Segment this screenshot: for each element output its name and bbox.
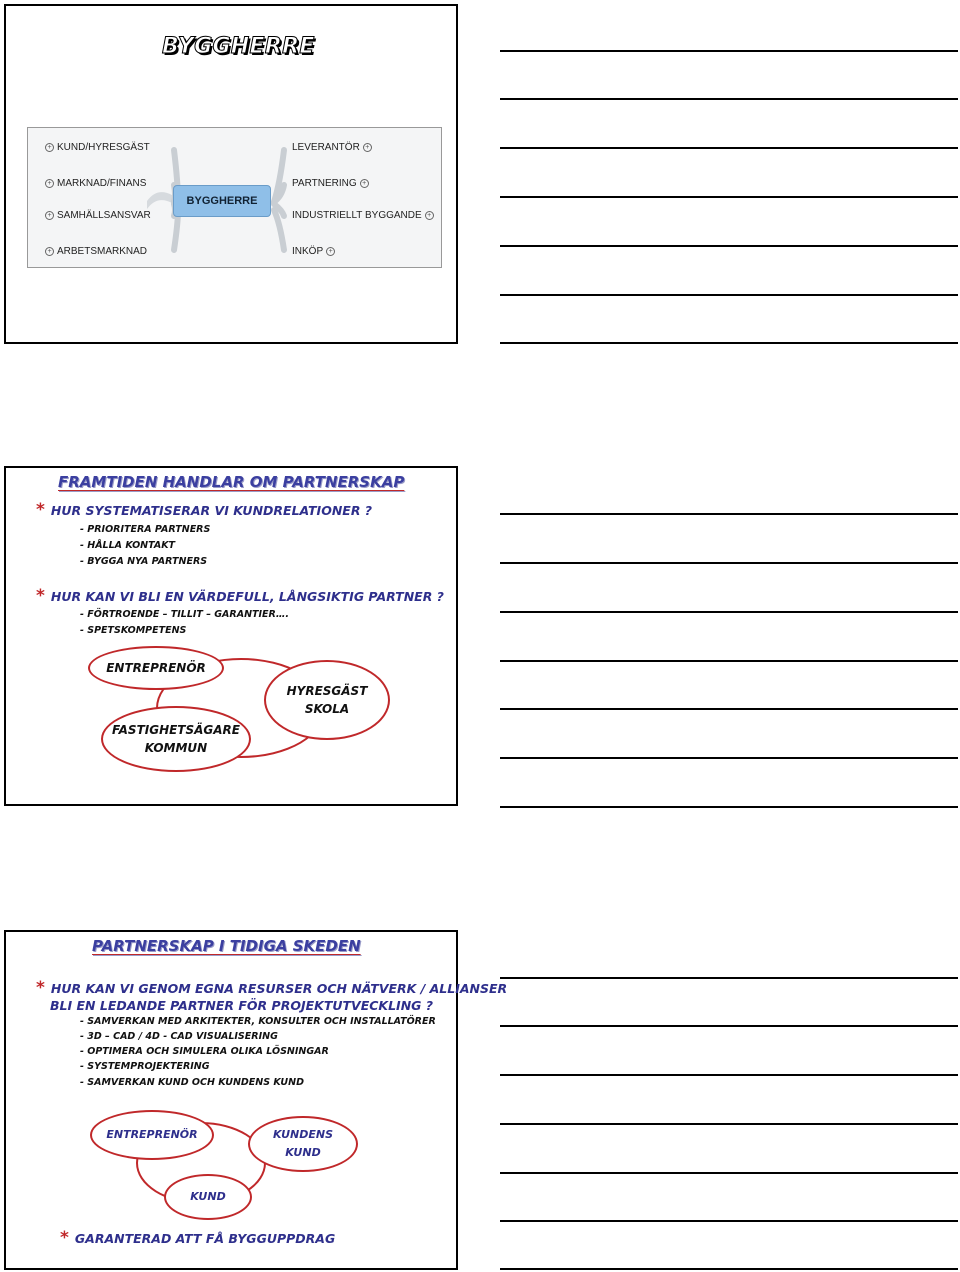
notes-line xyxy=(500,196,958,198)
item-2: - 3D – CAD / 4D - CAD VISUALISERING xyxy=(80,1031,278,1042)
ellipse-entreprenor: ENTREPRENÖR xyxy=(90,1110,214,1160)
mindmap-node-left-2: + MARKNAD/FINANS xyxy=(42,178,146,189)
question: * HUR KAN VI GENOM EGNA RESURSER OCH NÄTVERK / ALLIANSER xyxy=(36,978,508,998)
slide-3 xyxy=(4,930,508,1270)
notes-line xyxy=(500,1220,958,1222)
mindmap-node-left-4: + ARBETSMARKNAD xyxy=(42,246,147,257)
notes-line xyxy=(500,1268,958,1270)
slide-2-title: FRAMTIDEN HANDLAR OM PARTNERSKAP xyxy=(58,473,405,491)
ellipse-fastighetsagare: FASTIGHETSÄGARE KOMMUN xyxy=(101,706,251,772)
expand-icon: + xyxy=(45,179,54,188)
item-4: - SYSTEMPROJEKTERING xyxy=(80,1061,210,1072)
mindmap-node-left-3: + SAMHÄLLSANSVAR xyxy=(42,210,151,221)
slide-3-title: PARTNERSKAP I TIDIGA SKEDEN xyxy=(92,937,361,955)
expand-icon: + xyxy=(45,143,54,152)
asterisk-icon: * xyxy=(36,586,45,606)
notes-line xyxy=(500,611,958,613)
question-2: * HUR KAN VI BLI EN VÄRDEFULL, LÅNGSIKTIG PARTNER ? xyxy=(36,586,444,606)
expand-icon: + xyxy=(363,143,372,152)
q1-item-3: - BYGGA NYA PARTNERS xyxy=(80,556,208,567)
asterisk-icon: * xyxy=(60,1228,69,1248)
notes-line xyxy=(500,562,958,564)
notes-line xyxy=(500,98,958,100)
notes-line xyxy=(500,660,958,662)
expand-icon: + xyxy=(45,247,54,256)
notes-line xyxy=(500,147,958,149)
mindmap-node-left-1: + KUND/HYRESGÄST xyxy=(42,142,150,153)
footer-statement: * GARANTERAD ATT FÅ BYGGUPPDRAG xyxy=(60,1228,336,1248)
expand-icon: + xyxy=(360,179,369,188)
notes-line xyxy=(500,513,958,515)
mindmap-center-node: BYGGHERRE xyxy=(173,185,271,217)
notes-line xyxy=(500,342,958,344)
notes-line xyxy=(500,1074,958,1076)
slide-1-title: BYGGHERRE xyxy=(162,34,315,59)
q1-item-2: - HÅLLA KONTAKT xyxy=(80,540,176,551)
question-line-2: BLI EN LEDANDE PARTNER FÖR PROJEKTUTVECKLING ? xyxy=(50,998,434,1013)
ellipse-kund: KUND xyxy=(164,1174,252,1220)
notes-line xyxy=(500,245,958,247)
mindmap-node-right-2: PARTNERING + xyxy=(292,178,372,189)
q1-item-1: - PRIORITERA PARTNERS xyxy=(80,524,211,535)
expand-icon: + xyxy=(45,211,54,220)
asterisk-icon: * xyxy=(36,978,45,998)
slide-2 xyxy=(4,466,458,806)
mindmap-image xyxy=(27,127,442,268)
ellipse-entreprenor: ENTREPRENÖR xyxy=(88,646,224,690)
notes-line xyxy=(500,1172,958,1174)
notes-line xyxy=(500,294,958,296)
mindmap-node-right-3: INDUSTRIELLT BYGGANDE + xyxy=(292,210,437,221)
notes-line xyxy=(500,1025,958,1027)
notes-line xyxy=(500,708,958,710)
question-1: * HUR SYSTEMATISERAR VI KUNDRELATIONER ? xyxy=(36,500,373,520)
mindmap-node-right-1: LEVERANTÖR + xyxy=(292,142,375,153)
slide-1 xyxy=(4,4,458,344)
expand-icon: + xyxy=(425,211,434,220)
ellipse-kundens-kund: KUNDENS KUND xyxy=(248,1116,358,1172)
notes-line xyxy=(500,977,958,979)
notes-line xyxy=(500,806,958,808)
mindmap-node-right-4: INKÖP + xyxy=(292,246,338,257)
notes-line xyxy=(500,50,958,52)
ellipse-hyresgast: HYRESGÄST SKOLA xyxy=(264,660,390,740)
q2-item-1: - FÖRTROENDE – TILLIT – GARANTIER…. xyxy=(80,609,289,620)
item-1: - SAMVERKAN MED ARKITEKTER, KONSULTER OCH INSTALLATÖRER xyxy=(80,1016,436,1027)
q2-item-2: - SPETSKOMPETENS xyxy=(80,625,187,636)
item-3: - OPTIMERA OCH SIMULERA OLIKA LÖSNINGAR xyxy=(80,1046,329,1057)
notes-line xyxy=(500,1123,958,1125)
notes-line xyxy=(500,757,958,759)
asterisk-icon: * xyxy=(36,500,45,520)
expand-icon: + xyxy=(326,247,335,256)
item-5: - SAMVERKAN KUND OCH KUNDENS KUND xyxy=(80,1077,304,1088)
